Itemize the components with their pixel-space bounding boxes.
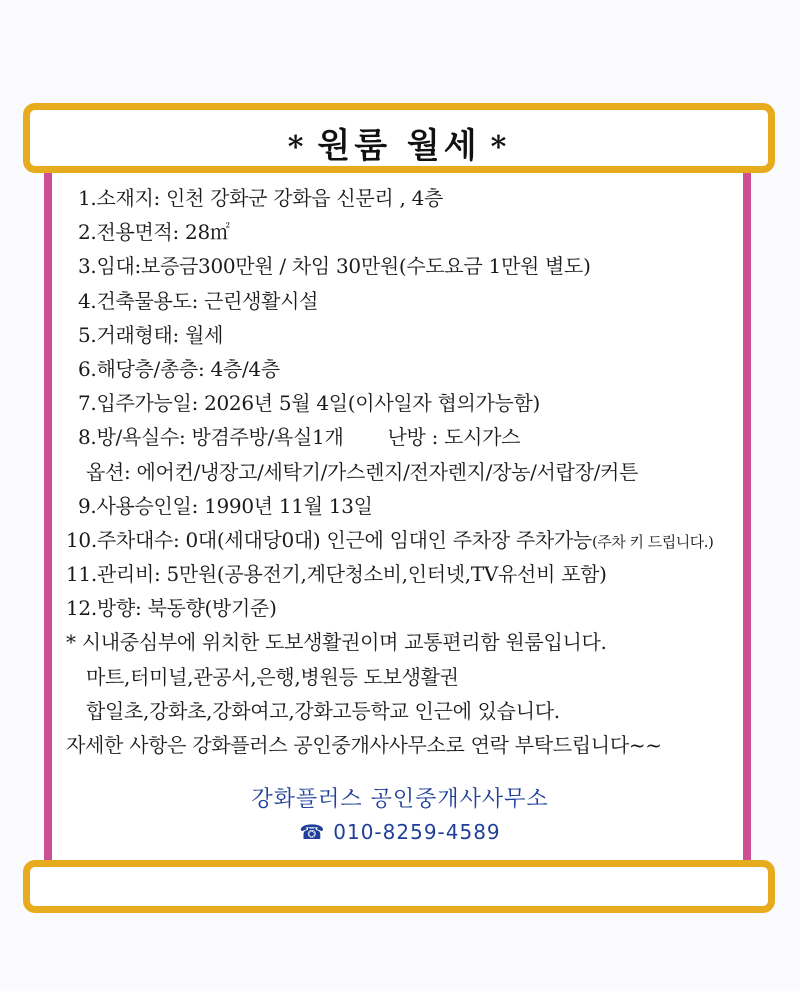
bottom-banner [23, 860, 775, 913]
telephone-icon: ☎ [299, 820, 326, 844]
detail-direction: 12.방향: 북동향(방기준) [66, 596, 277, 621]
page-title [30, 118, 768, 167]
detail-maintenance-fee: 11.관리비: 5만원(공용전기,계단청소비,인터넷,TV유선비 포함) [66, 562, 607, 587]
detail-transaction-type: 5.거래형태: 월세 [78, 322, 224, 347]
phone-number-line [0, 820, 800, 844]
note-schools: 합일초,강화초,강화여고,강화고등학교 인근에 있습니다. [86, 698, 560, 723]
detail-move-in: 7.입주가능일: 2026년 5월 4일(이사일자 협의가능함) [78, 391, 541, 416]
rooms-text: 8.방/욕실수: 방겸주방/욕실1개 [78, 425, 344, 450]
parking-text: 10.주차대수: 0대(세대당0대) 인근에 임대인 주차장 주차가능 [66, 527, 592, 552]
detail-floor: 6.해당층/총층: 4층/4층 [78, 356, 280, 381]
title-text: 원룸 월세 [317, 126, 481, 166]
star-icon: * [490, 130, 511, 165]
detail-building-use: 4.건축물용도: 근린생활시설 [78, 288, 319, 313]
office-name: 강화플러스 공인중개사사무소 [251, 787, 549, 812]
detail-approval-date: 9.사용승인일: 1990년 11월 13일 [78, 493, 373, 518]
detail-location: 1.소재지: 인천 강화군 강화읍 신문리 , 4층 [78, 186, 444, 210]
title-banner [23, 103, 775, 173]
note-location: * 시내중심부에 위치한 도보생활권이며 교통편리함 원룸입니다. [66, 630, 607, 655]
note-contact-request: 자세한 사항은 강화플러스 공인중개사사무소로 연락 부탁드립니다~~ [66, 733, 662, 757]
detail-rooms [62, 420, 752, 454]
detail-options: 옵션: 에어컨/냉장고/세탁기/가스렌지/전자렌지/장농/서랍장/커튼 [86, 459, 639, 484]
phone-number: 010-8259-4589 [333, 820, 501, 844]
listing-details [62, 181, 752, 762]
note-amenities: 마트,터미널,관공서,은행,병원등 도보생활권 [86, 664, 459, 689]
star-icon: * [287, 130, 308, 165]
heating-text: 난방 : 도시가스 [387, 425, 521, 450]
detail-area: 2.전용면적: 28㎡ [78, 220, 230, 245]
detail-lease: 3.임대:보증금300만원 / 차임 30만원(수도요금 1만원 별도) [78, 254, 591, 279]
parking-note: (주차 키 드립니다.) [591, 532, 714, 551]
detail-parking [62, 523, 752, 557]
